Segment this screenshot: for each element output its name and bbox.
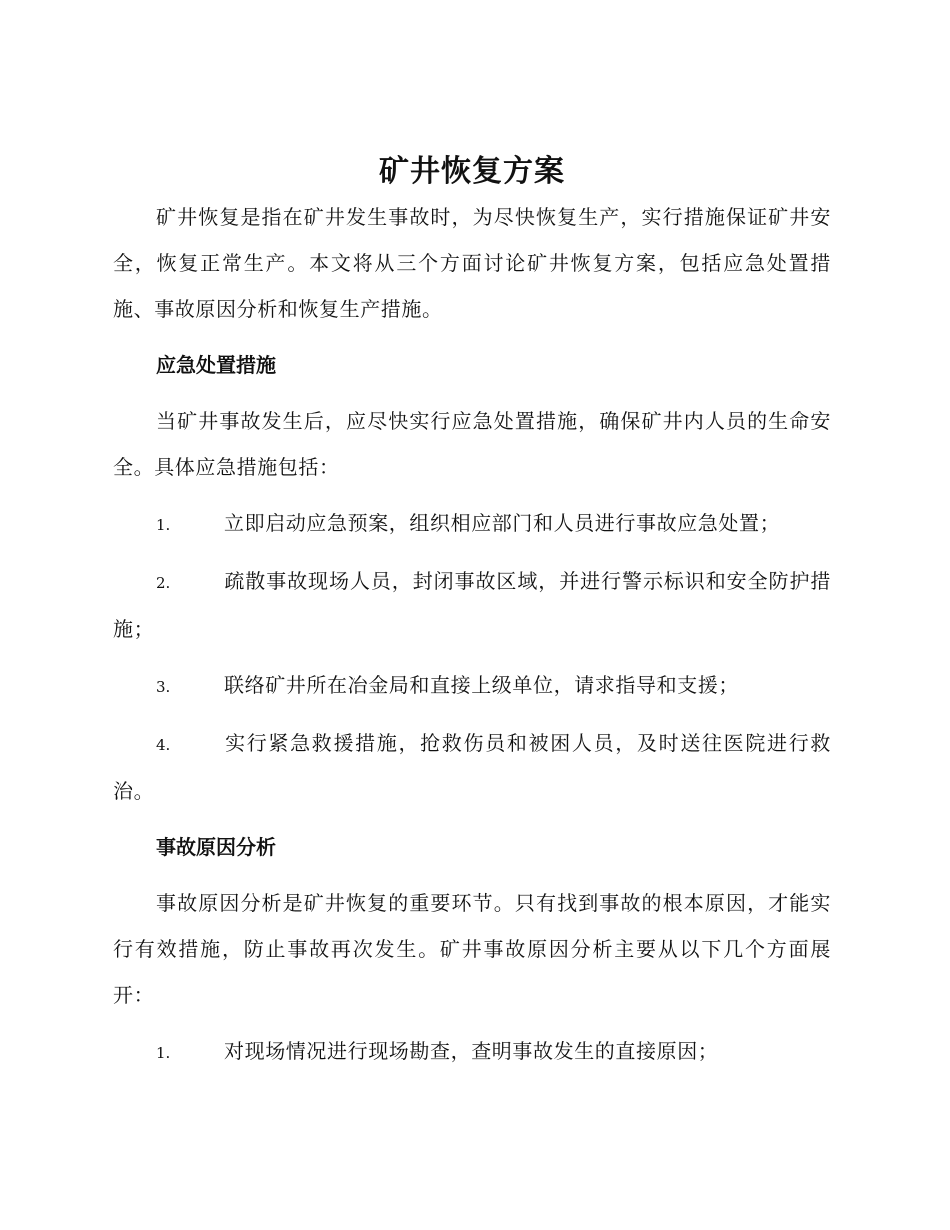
intro-paragraph: 矿井恢复是指在矿井发生事故时，为尽快恢复生产，实行措施保证矿井安全，恢复正常生产。本文将从三个方面讨论矿井恢复方案，包括应急处置措施、事故原因分析和恢复生产措施。 [113, 205, 831, 321]
list-item [113, 1028, 831, 1076]
section-heading-emergency: 应急处置措施 [156, 353, 276, 377]
list-number: 4. [156, 736, 171, 754]
list-number: 3. [156, 678, 171, 696]
list-item-text: 联络矿井所在冶金局和直接上级单位，请求指导和支援； [224, 673, 739, 697]
list-item-text: 疏散事故现场人员，封闭事故区域，并进行警示标识和安全防护措施； [113, 569, 831, 641]
list-item [113, 558, 831, 652]
list-item-text: 对现场情况进行现场勘查，查明事故发生的直接原因； [224, 1039, 719, 1063]
list-item-text: 立即启动应急预案，组织相应部门和人员进行事故应急处置； [224, 511, 781, 535]
list-number: 1. [156, 1044, 171, 1062]
section-paragraph-emergency: 当矿井事故发生后，应尽快实行应急处置措施，确保矿井内人员的生命安全。具体应急措施包括： [113, 409, 831, 479]
document-page [113, 150, 831, 1076]
list-number: 1. [156, 516, 171, 534]
section-paragraph-cause-analysis: 事故原因分析是矿井恢复的重要环节。只有找到事故的根本原因，才能实行有效措施，防止事故再次发生。矿井事故原因分析主要从以下几个方面展开： [113, 891, 831, 1007]
list-item [113, 500, 831, 548]
list-item [113, 662, 831, 710]
section-heading-cause-analysis: 事故原因分析 [156, 835, 276, 859]
list-number: 2. [156, 574, 171, 592]
document-title: 矿井恢复方案 [379, 154, 565, 189]
list-item-text: 实行紧急救援措施，抢救伤员和被困人员，及时送往医院进行救治。 [113, 731, 831, 803]
list-item [113, 720, 831, 814]
